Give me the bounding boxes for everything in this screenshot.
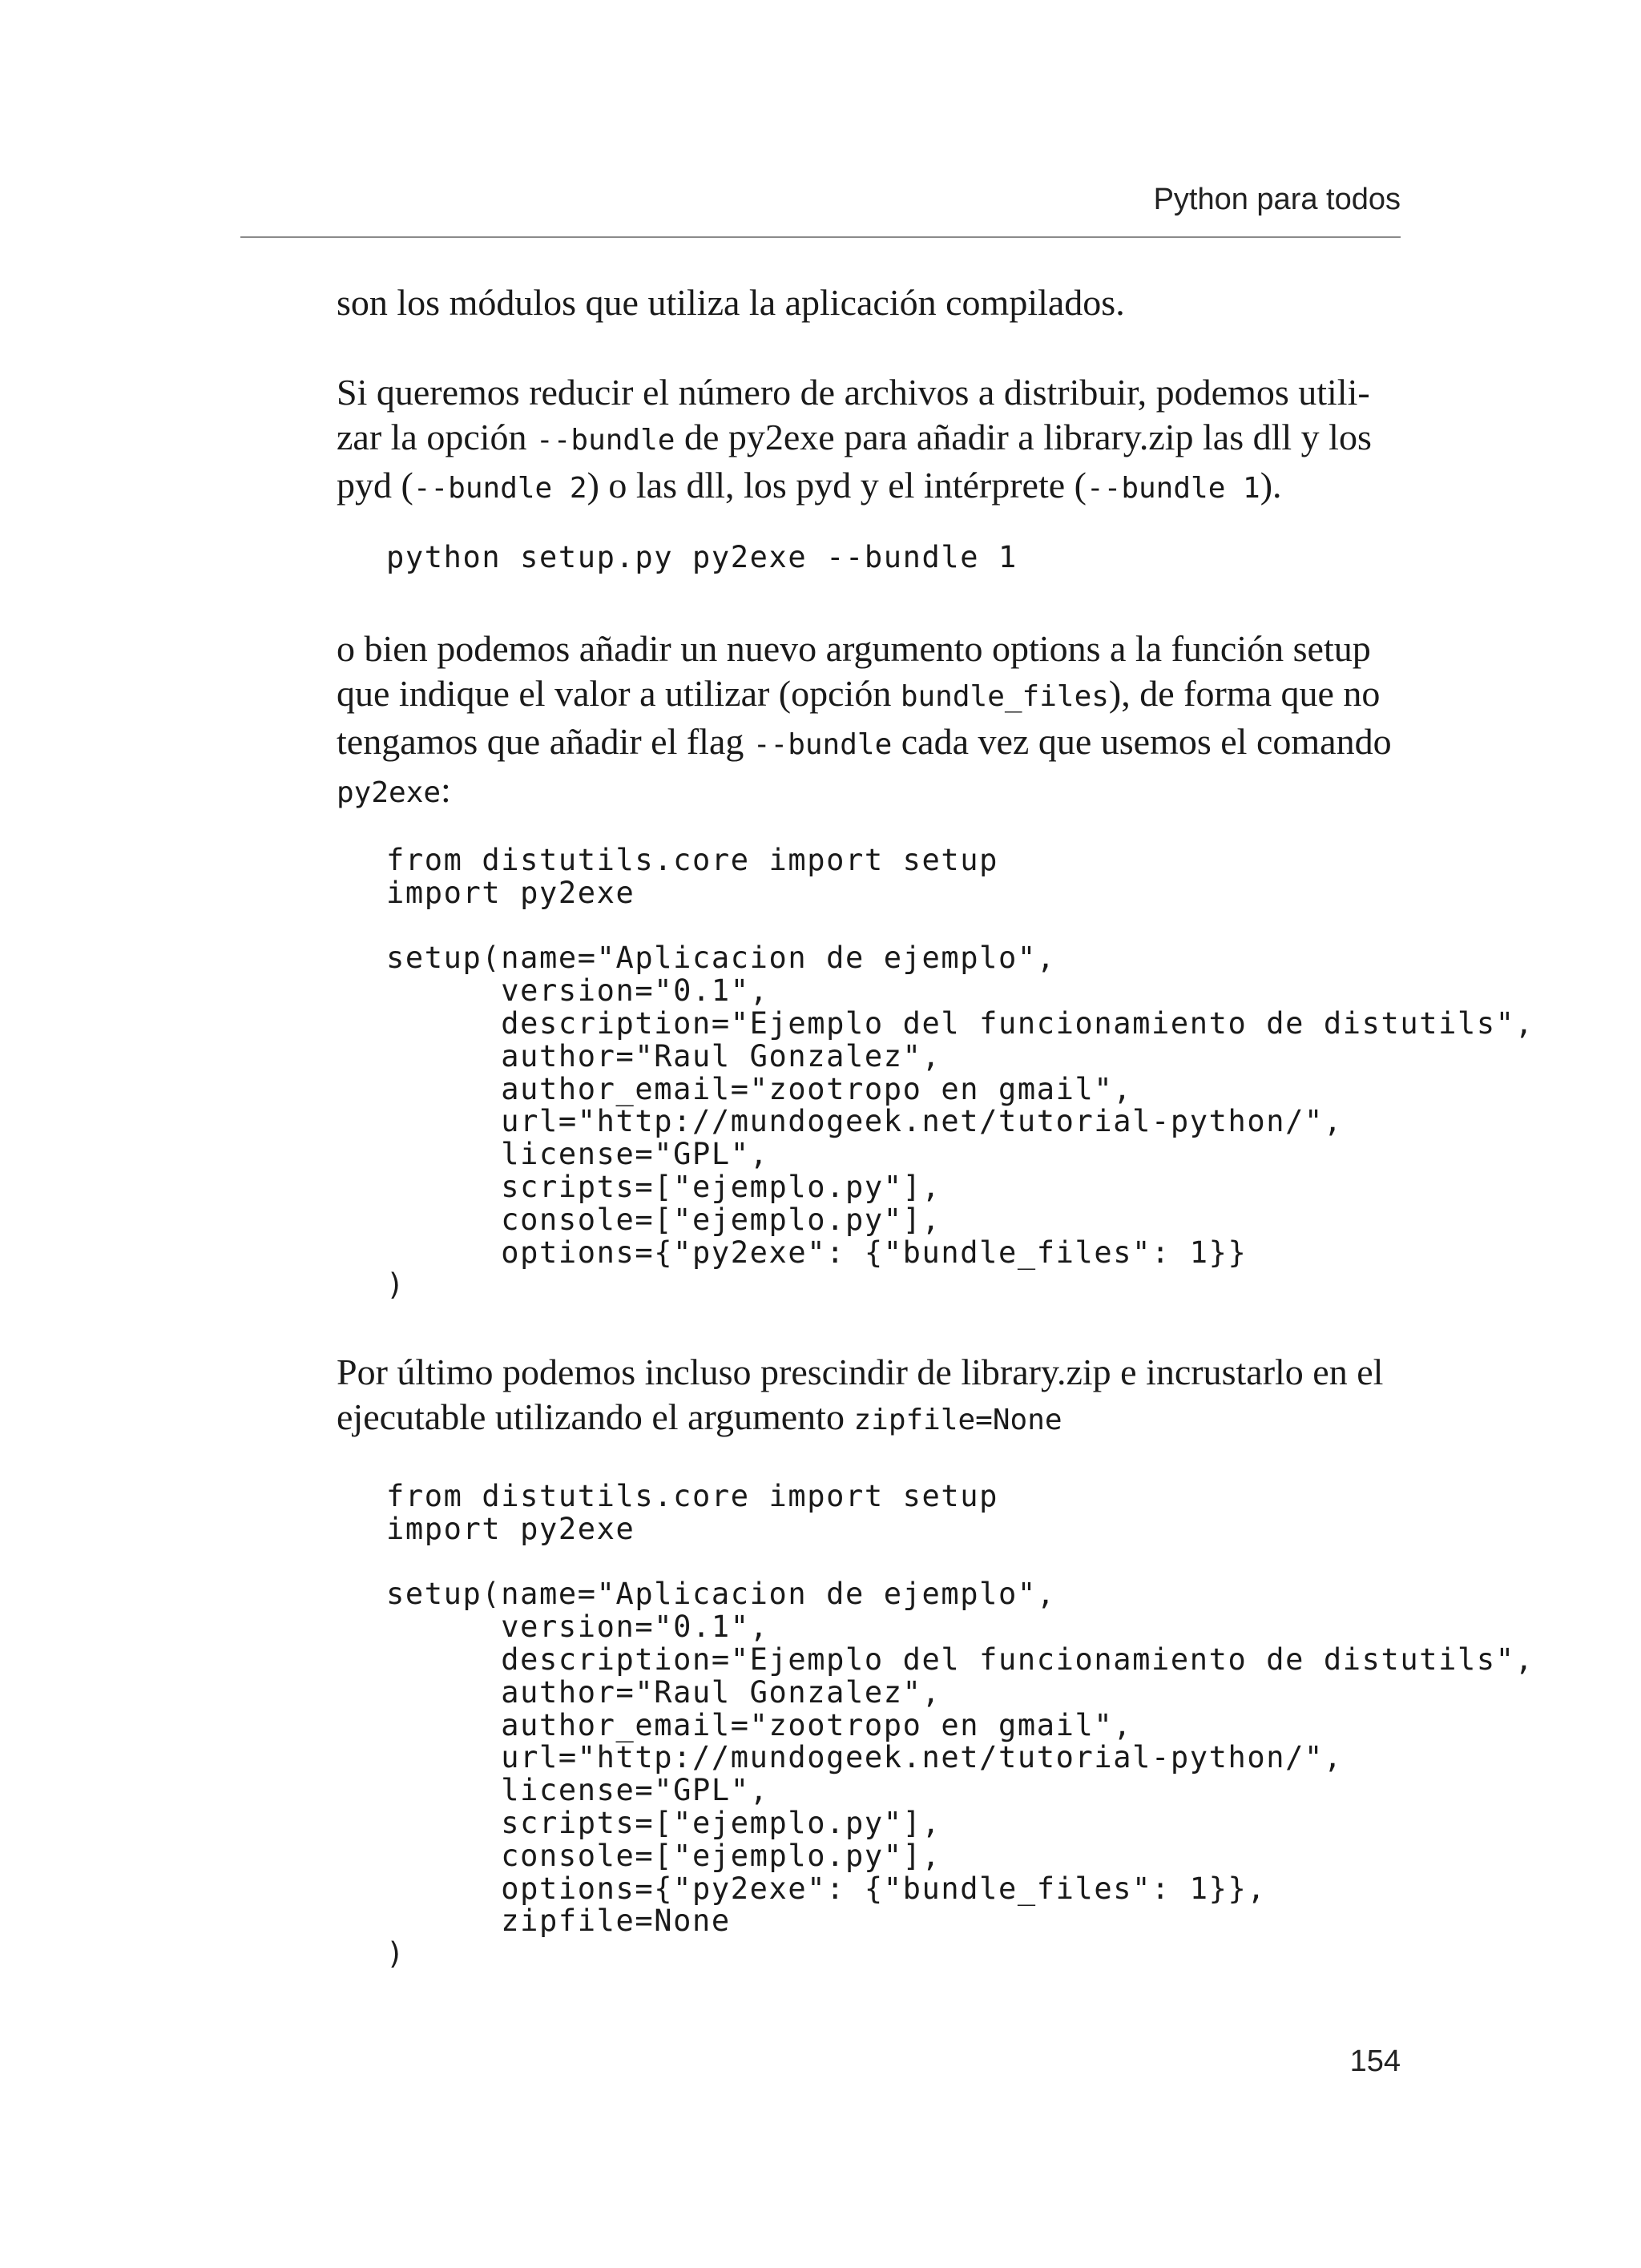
text-segment: tengamos que añadir el flag	[337, 721, 753, 762]
header-divider	[240, 236, 1401, 238]
inline-code: --bundle 2	[413, 472, 587, 505]
text-segment: ), de forma que no	[1108, 673, 1381, 714]
text-segment: zar la opción	[337, 417, 537, 457]
paragraph-text: son los módulos que utiliza la aplicación compilados.	[337, 282, 1125, 323]
inline-code: bundle_files	[900, 680, 1109, 713]
text-segment: cada vez que usemos el comando	[892, 721, 1392, 762]
text-segment: ) o las dll, los pyd y el intérprete (	[587, 465, 1087, 506]
text-line: Por último podemos incluso prescindir de library.zip e incrustarlo en el	[337, 1352, 1384, 1392]
inline-code: zipfile=None	[853, 1404, 1062, 1436]
text-line: o bien podemos añadir un nuevo argumento options a la función setup	[337, 628, 1371, 669]
inline-code: --bundle	[536, 424, 675, 457]
paragraph-modules	[337, 280, 1402, 325]
code-block-setup-zipfile: from distutils.core import setup import py2exe setup(name="Aplicacion de ejemplo", version="0.1", description="Ejemplo del funcionamiento de distutils", author="Raul Gonzalez", author_email="zootropo en gmail", url="http://mundogeek.net/tutorial-python/", license="GPL", scripts=["ejemplo.py"], console=["ejemplo.py"], options={"py2exe": {"bundle_files": 1}}, zipfile=None )	[386, 1479, 1534, 1972]
code-block-setup-bundle: from distutils.core import setup import py2exe setup(name="Aplicacion de ejemplo", version="0.1", description="Ejemplo del funcionamiento de distutils", author="Raul Gonzalez", author_email="zootropo en gmail", url="http://mundogeek.net/tutorial-python/", license="GPL", scripts=["ejemplo.py"], console=["ejemplo.py"], options={"py2exe": {"bundle_files": 1}} )	[386, 843, 1534, 1303]
text-segment: ).	[1260, 465, 1282, 506]
text-segment: que indique el valor a utilizar (opción	[337, 673, 901, 714]
running-header: Python para todos	[1153, 183, 1401, 216]
text-segment: ejecutable utilizando el argumento	[337, 1396, 854, 1437]
text-segment: :	[441, 769, 451, 810]
inline-code: --bundle	[752, 728, 893, 761]
paragraph-zipfile	[337, 1350, 1402, 1443]
paragraph-options-argument	[337, 626, 1402, 816]
code-block-command: python setup.py py2exe --bundle 1	[386, 540, 1018, 574]
page-number: 154	[1349, 2044, 1401, 2078]
paragraph-bundle-option	[337, 370, 1402, 511]
inline-code: --bundle 1	[1086, 472, 1260, 505]
text-segment: de py2exe para añadir a library.zip las dll y los	[675, 417, 1372, 457]
inline-code: py2exe	[337, 776, 441, 809]
text-line: Si queremos reducir el número de archivos a distribuir, podemos utili-	[337, 372, 1370, 413]
text-segment: pyd (	[337, 465, 413, 506]
